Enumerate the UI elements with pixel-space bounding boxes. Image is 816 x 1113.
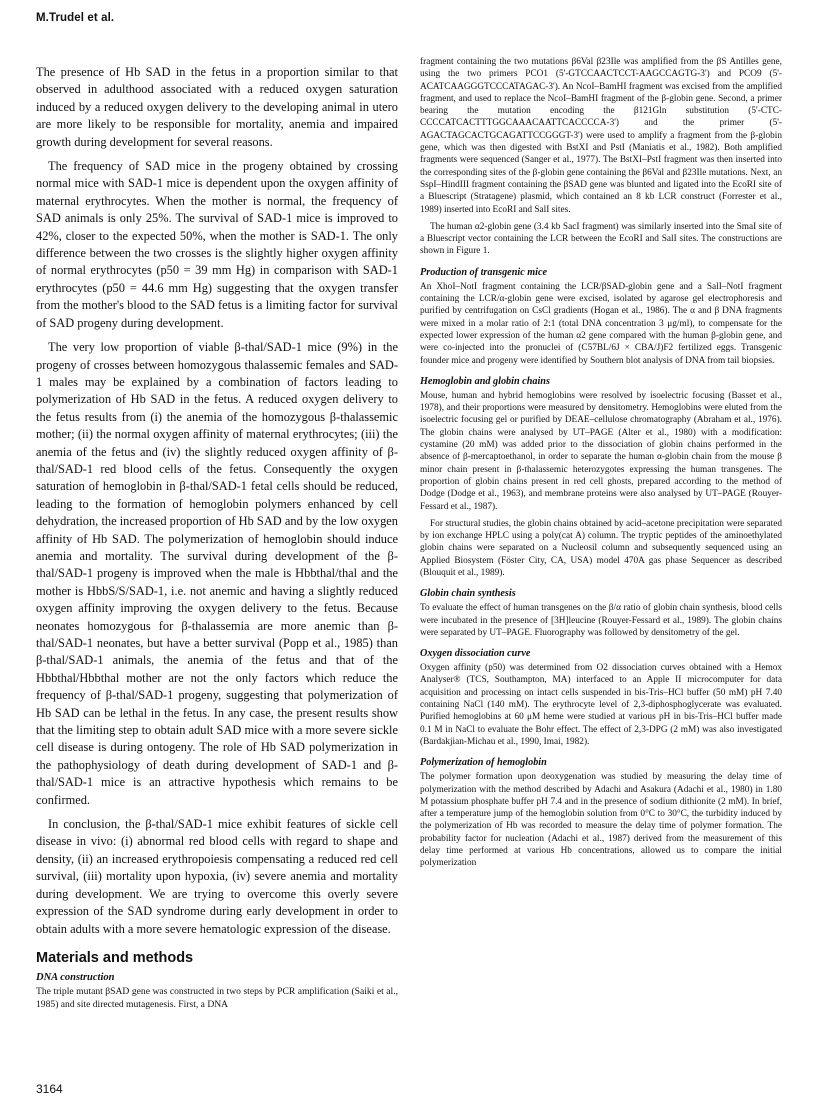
paragraph: To evaluate the effect of human transgenes on the β/α ratio of globin chain synthesis, blood cells were incubated in the presence of [3H]leucine (Rouyer-Fessard et al., 1989). The globin chains were separated by UT–PAGE. Fluorography was followed by densitometry of the gel. [420, 603, 782, 638]
paragraph: Oxygen affinity (p50) was determined from O2 dissociation curves obtained with a Hemox Analyser® (TCS, Southampton, MA) interfaced to an Apple II microcomputer for data acquisition and processing on intact cells suspended in bis-Tris–HCl buffer (50 mM) pH 7.40 containing NaCl (140 mM). The erythrocyte level of 2,3-diphosphoglycerate was evaluated. Purified hemoglobins at 60 μM heme were studied at various pH in bis-Tris–HCl buffer made 0.1 M in NaCl to evaluate the Bohr effect. The effect of 2,3-DPG (2 mM) was also investigated (Bardakjian-Michau et al., 1990, Imai, 1982). [420, 663, 782, 747]
section-heading-methods: Materials and methods [36, 949, 194, 966]
discussion-text [36, 64, 398, 938]
paragraph: fragment containing the two mutations β6Val β23Ile was amplified from the βS Antilles gene, using the two primers PCO1 (5'-GTCCAACTCCT-AAGCCAGTG-3') and PCO9 (5'-ACATCAAGGGTCCCATAGAC-3'). An NcoI–BamHI fragment was excised from the amplified fragment, and used to replace the NcoI–BamHI fragment of the β-globin gene. Second, a primer bearing the mutation encoding the β121Gln substitution (5'-CTC-CCCCATCACTTTGGCAAACAATTCACCCCA-3') and the primer (5'-AGACTAGCACTGCAGATTCCGGGT-3') were used to amplify a fragment from the β-globin gene, which was then digested with BstXI and PstI (Maniatis et al., 1982). Both amplified fragments were sequenced (Sanger et al., 1977). The BstXI–PstI fragment was then inserted into the corresponding sites of the β-globin gene containing the β6Val and β23Ile mutations. Next, an SspI–HindIII fragment containing the βSAD gene was blunted and ligated into the EcoRI site of a Bluescript (Stratagene) plasmid, which contained an 8 kb LCR construct (Forrester et al., 1989) inserted into EcoRI and SalI sites. [420, 57, 782, 215]
subsection-heading: Globin chain synthesis [420, 588, 516, 600]
running-head: M.Trudel et al. [36, 12, 115, 24]
paragraph: The human α2-globin gene (3.4 kb SacI fragment) was similarly inserted into the SmaI site of a Bluescript vector containing the LCR between the EcoRI and SalI sites. The constructions are shown in Figure 1. [420, 221, 782, 257]
paragraph: The frequency of SAD mice in the progeny obtained by crossing normal mice with SAD-1 mice is dependent upon the oxygen affinity of maternal erythrocytes. When the mother is normal, the frequency of SAD animals is only 25%. The survival of SAD-1 mice is improved to 42%, closer to the expected 50%, when the mother is SAD-1. The only difference between the two crosses is the slightly higher oxygen affinity of normal erythrocytes (p50 = 39 mm Hg) in comparison with SAD-1 erythrocytes (p50 = 44.6 mm Hg) suggesting that the oxygen transfer from the mother's blood to the SAD fetus is a limiting factor for survival of SAD progeny during development. [36, 159, 398, 330]
page-number: 3164 [36, 1082, 63, 1096]
methods-text-left [36, 972, 398, 1011]
paragraph: For structural studies, the globin chains obtained by acid–acetone precipitation were separated by ion exchange HPLC using a poly(cat A) column. The tryptic peptides of the aminoethylated globin chains were separated on a Nucleosil column and subsequently sequenced using an Applied Biosystem (Föster City, CA, USA) model 470A gas phase Sequencer as described (Blouquit et al., 1989). [420, 518, 782, 578]
paragraph: In conclusion, the β-thal/SAD-1 mice exhibit features of sickle cell disease in vivo: (i) abnormal red blood cells with regard to shape and density, (ii) an increased erythropoiesis compensating a reduced red cell survival, (iii) mortality upon hypoxia, (iv) severe anemia and mortality during development. We are trying to overcome this overly severe expression of the SAD syndrome during early development in order to obtain adults with a more severe hematologic expression of the disease. [36, 817, 398, 936]
subsection-heading: Polymerization of hemoglobin [420, 757, 547, 769]
paragraph: The triple mutant βSAD gene was constructed in two steps by PCR amplification (Saiki et al., 1985) and site directed mutagenesis. First, a DNA [36, 985, 398, 1010]
paragraph: The polymer formation upon deoxygenation was studied by measuring the delay time of polymerization with the method described by Adachi and Asakura (Adachi et al., 1980) in 1.80 M potassium phosphate buffer pH 7.4 and in the presence of sodium dithionite (2 mM). In brief, after a temperature jump of the hemoglobin solution from 0°C to 30°C, the turbidity induced by the polymerization of Hb was recorded to measure the delay time of polymer formation. The probability factor for nucleation (Adachi et al., 1987) derived from the measurement of this delay time performed at various Hb concentrations, allowed us to compare the initial polymerization [420, 772, 782, 869]
paragraph: The very low proportion of viable β-thal/SAD-1 mice (9%) in the progeny of crosses between homozygous thalassemic females and SAD-1 males may be explained by a combination of factors leading to polymerization of Hb SAD in the fetus. A reduced oxygen delivery to the fetus results from (i) the anemia of the homozygous β-thalassemic mother; (ii) the normal oxygen affinity of maternal erythrocytes; (iii) the anemia of the fetus and (iv) the slightly reduced oxygen affinity of β-thal/SAD-1 red blood cells of the fetus. Consequently the oxygen saturation of hemoglobin in β-thal/SAD-1 fetal cells should be reduced, leading to the formation of hemoglobin polymers enhanced by cell dehydration, the increased proportion of Hb SAD and by the low oxygen affinity of Hb SAD. The polymerization of hemoglobin should induce anemia and mortality. The survival during development of the β-thal/SAD-1 progeny is improved when the male is Hbbthal/thal and the mother is HbbS/S/SAD-1, i.e. not anemic and having a slightly reduced oxygen affinity improving the oxygen delivery to the fetus. Because neonates homozygous for β-thalassemia are more anemic than β-thal/SAD-1 neonates, but have a better survival (Popp et al., 1985) than β-thal/SAD-1 animals, the anemia of the fetus and that of the Hbbthal/Hbbthal mother are not the only factors which reduce the frequency of β-thal/SAD-1 progeny, suggesting that polymerization of Hb SAD can be lethal in the fetus. In any case, the present results show that the limiting step to obtain adult SAD mice with a more severe sickle cell disease is during ontogeny. The role of Hb SAD polymerization in the pathophysiology of death during development of SAD-1 and β-thal/SAD-1 mice is an attractive hypothesis which remains to be confirmed. [36, 340, 398, 807]
subsection-heading: Hemoglobin and globin chains [420, 375, 550, 387]
paragraph: Mouse, human and hybrid hemoglobins were resolved by isoelectric focusing (Basset et al., 1978), and their proportions were measured by densitometry. Hemoglobins were eluted from the isoelectric focusing gel or purified by DEAE–cellulose chromatography (Abraham et al., 1976). The globin chains were analysed by UT–PAGE (Alter et al., 1980) with a modification: cystamine (20 mM) was added prior to the dissociation of globin chains performed in the absence of β-mercaptoethanol, in order to separate the human α-globin chain from the mouse β minor chain present in β-thalassemic heterozygotes expressing the human transgenes. The proportion of globin chains present in red cell ghosts, prepared according to the method of Dodge (Dodge et al., 1963), and membrane proteins were also analysed by UT–PAGE (Rouyer-Fessard et al., 1987). [420, 390, 782, 512]
subsection-heading: Oxygen dissociation curve [420, 648, 531, 660]
subsection-heading: Production of transgenic mice [420, 266, 548, 278]
right-column [420, 56, 782, 875]
left-column [36, 64, 398, 1016]
paragraph: An XhoI–NotI fragment containing the LCR/βSAD-globin gene and a SalI–NotI fragment containing the LCR/α-globin gene were excised, isolated by agarose gel electrophoresis and purified by centrifugation on CsCl gradients (Hogan et al., 1986). The α and β DNA fragments were mixed in a molar ratio of 2:1 (total DNA concentration 3 μg/ml), to compensate for the expected lower expression of the human α2 gene compared with the human β-globin gene, and were co-injected into the pronuclei of (C57BL/6J × CBA/J)F2 fertilized eggs. Transgenic founder mice and progeny were identified by Southern blot analysis of DNA from tail biopsies. [420, 281, 782, 366]
paragraph: The presence of Hb SAD in the fetus in a proportion similar to that observed in adulthood associated with a reduced oxygen saturation induced by a reduced oxygen delivery to the developing animal in utero are more likely to be responsible for mortality, anemia and impaired growth during development for several reasons. [36, 65, 398, 149]
subsection-heading: DNA construction [36, 971, 115, 983]
